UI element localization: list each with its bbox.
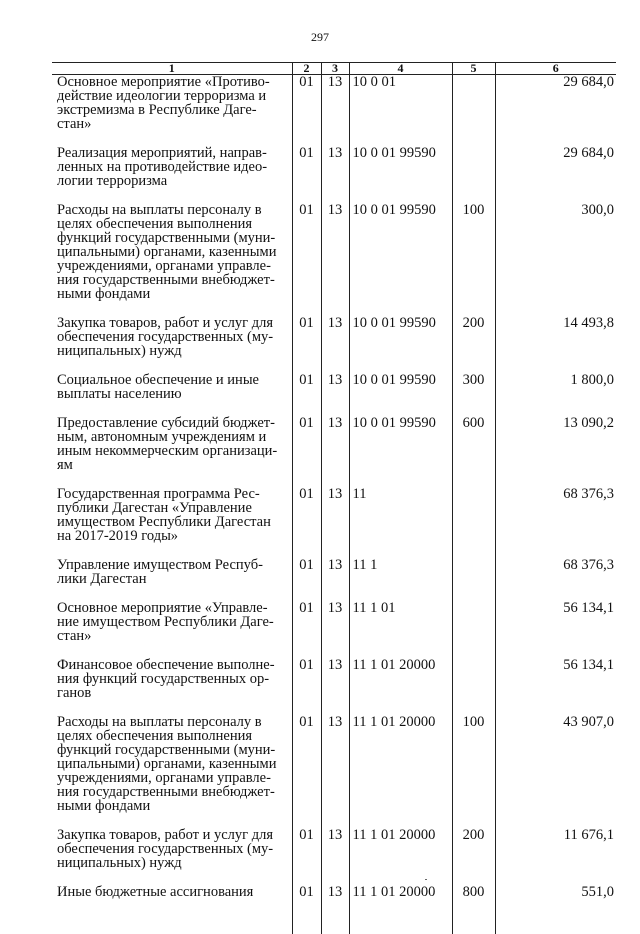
row-expense-type	[452, 487, 495, 558]
row-subsection: 13	[321, 373, 349, 416]
row-target-article: 11 1 01 20000	[349, 828, 452, 885]
row-target-article: 11 1 01	[349, 601, 452, 658]
row-subsection: 13	[321, 146, 349, 203]
row-expense-type	[452, 658, 495, 715]
table-row	[52, 373, 616, 416]
row-amount: 29 684,0	[495, 146, 616, 203]
row-amount: 11 676,1	[495, 828, 616, 885]
table-row	[52, 203, 616, 316]
row-amount: 14 493,8	[495, 316, 616, 373]
row-section: 01	[292, 715, 321, 828]
row-subsection: 13	[321, 558, 349, 601]
row-subsection: 13	[321, 203, 349, 316]
row-amount: 56 134,1	[495, 658, 616, 715]
row-expense-type	[452, 601, 495, 658]
row-amount: 56 134,1	[495, 601, 616, 658]
row-subsection: 13	[321, 75, 349, 147]
header-col-1: 1	[52, 63, 292, 75]
row-name: Расходы на выплаты персоналу в целях обеспечения выполнения функций государственными (муни-ципальными) органами, казенными учреждениями, органами управле-ния государственными внебюджет-ными фондами	[52, 203, 292, 316]
row-name: Финансовое обеспечение выполне-ния функций государственных ор-ганов	[52, 658, 292, 715]
table-row	[52, 487, 616, 558]
row-subsection: 13	[321, 487, 349, 558]
row-expense-type: 800	[452, 885, 495, 934]
row-amount: 1 800,0	[495, 373, 616, 416]
row-name: Основное мероприятие «Противо-действие идеологии терроризма и экстремизма в Республике Даге-стан»	[52, 75, 292, 147]
page-number: 297	[0, 30, 640, 45]
header-col-4: 4	[349, 63, 452, 75]
row-expense-type: 600	[452, 416, 495, 487]
row-section: 01	[292, 558, 321, 601]
row-amount: 43 907,0	[495, 715, 616, 828]
row-expense-type	[452, 75, 495, 147]
row-section: 01	[292, 658, 321, 715]
row-subsection: 13	[321, 658, 349, 715]
row-expense-type	[452, 146, 495, 203]
header-col-2: 2	[292, 63, 321, 75]
row-amount: 68 376,3	[495, 487, 616, 558]
row-name: Предоставление субсидий бюджет-ным, автономным учреждениям и иным некоммерческим организаци-ям	[52, 416, 292, 487]
row-amount: 551,0	[495, 885, 616, 934]
row-section: 01	[292, 601, 321, 658]
header-col-5: 5	[452, 63, 495, 75]
row-name: Реализация мероприятий, направ-ленных на противодействие идео-логии терроризма	[52, 146, 292, 203]
row-name: Основное мероприятие «Управле-ние имуществом Республики Даге-стан»	[52, 601, 292, 658]
row-target-article: 10 0 01 99590	[349, 373, 452, 416]
row-target-article: 10 0 01 99590	[349, 416, 452, 487]
row-target-article: 10 0 01 99590	[349, 203, 452, 316]
row-name: Социальное обеспечение и иные выплаты населению	[52, 373, 292, 416]
row-section: 01	[292, 146, 321, 203]
row-amount: 300,0	[495, 203, 616, 316]
row-subsection: 13	[321, 885, 349, 934]
table-row	[52, 828, 616, 885]
row-target-article: 10 0 01 99590	[349, 316, 452, 373]
row-name: Иные бюджетные ассигнования	[52, 885, 292, 934]
row-section: 01	[292, 828, 321, 885]
row-expense-type: 200	[452, 828, 495, 885]
row-target-article: 11 1 01 20000	[349, 715, 452, 828]
row-subsection: 13	[321, 601, 349, 658]
row-section: 01	[292, 75, 321, 147]
row-target-article: 10 0 01 99590	[349, 146, 452, 203]
row-expense-type: 100	[452, 203, 495, 316]
row-section: 01	[292, 373, 321, 416]
row-subsection: 13	[321, 828, 349, 885]
row-target-article: 11 1	[349, 558, 452, 601]
row-name: Управление имуществом Респуб-лики Дагестан	[52, 558, 292, 601]
table-row	[52, 558, 616, 601]
row-name: Закупка товаров, работ и услуг для обеспечения государственных (му-ниципальных) нужд	[52, 828, 292, 885]
row-section: 01	[292, 885, 321, 934]
row-subsection: 13	[321, 416, 349, 487]
row-amount: 29 684,0	[495, 75, 616, 147]
row-section: 01	[292, 316, 321, 373]
table-row	[52, 146, 616, 203]
budget-table	[52, 62, 616, 934]
row-section: 01	[292, 416, 321, 487]
header-col-3: 3	[321, 63, 349, 75]
row-target-article: 11 1 01 20000	[349, 658, 452, 715]
row-expense-type: 300	[452, 373, 495, 416]
row-target-article: 10 0 01	[349, 75, 452, 147]
table-row	[52, 416, 616, 487]
table-row	[52, 601, 616, 658]
row-target-article: 11	[349, 487, 452, 558]
header-col-6: 6	[495, 63, 616, 75]
row-name: Закупка товаров, работ и услуг для обеспечения государственных (му-ниципальных) нужд	[52, 316, 292, 373]
row-amount: 68 376,3	[495, 558, 616, 601]
row-section: 01	[292, 203, 321, 316]
table-row	[52, 75, 616, 147]
table-body	[52, 75, 616, 934]
table-row	[52, 316, 616, 373]
row-subsection: 13	[321, 316, 349, 373]
row-expense-type	[452, 558, 495, 601]
table-row	[52, 885, 616, 934]
row-subsection: 13	[321, 715, 349, 828]
header-row	[52, 63, 616, 75]
row-section: 01	[292, 487, 321, 558]
table-row	[52, 715, 616, 828]
row-expense-type: 100	[452, 715, 495, 828]
row-expense-type: 200	[452, 316, 495, 373]
row-name: Государственная программа Рес-публики Дагестан «Управление имуществом Республики Дагестан на 2017-2019 годы»	[52, 487, 292, 558]
row-name: Расходы на выплаты персоналу в целях обеспечения выполнения функций государственными (муни-ципальными) органами, казенными учреждениями, органами управле-ния государственными внебюджет-ными фондами	[52, 715, 292, 828]
scan-speck	[425, 879, 427, 880]
table-row	[52, 658, 616, 715]
row-target-article: 11 1 01 20000	[349, 885, 452, 934]
row-amount: 13 090,2	[495, 416, 616, 487]
